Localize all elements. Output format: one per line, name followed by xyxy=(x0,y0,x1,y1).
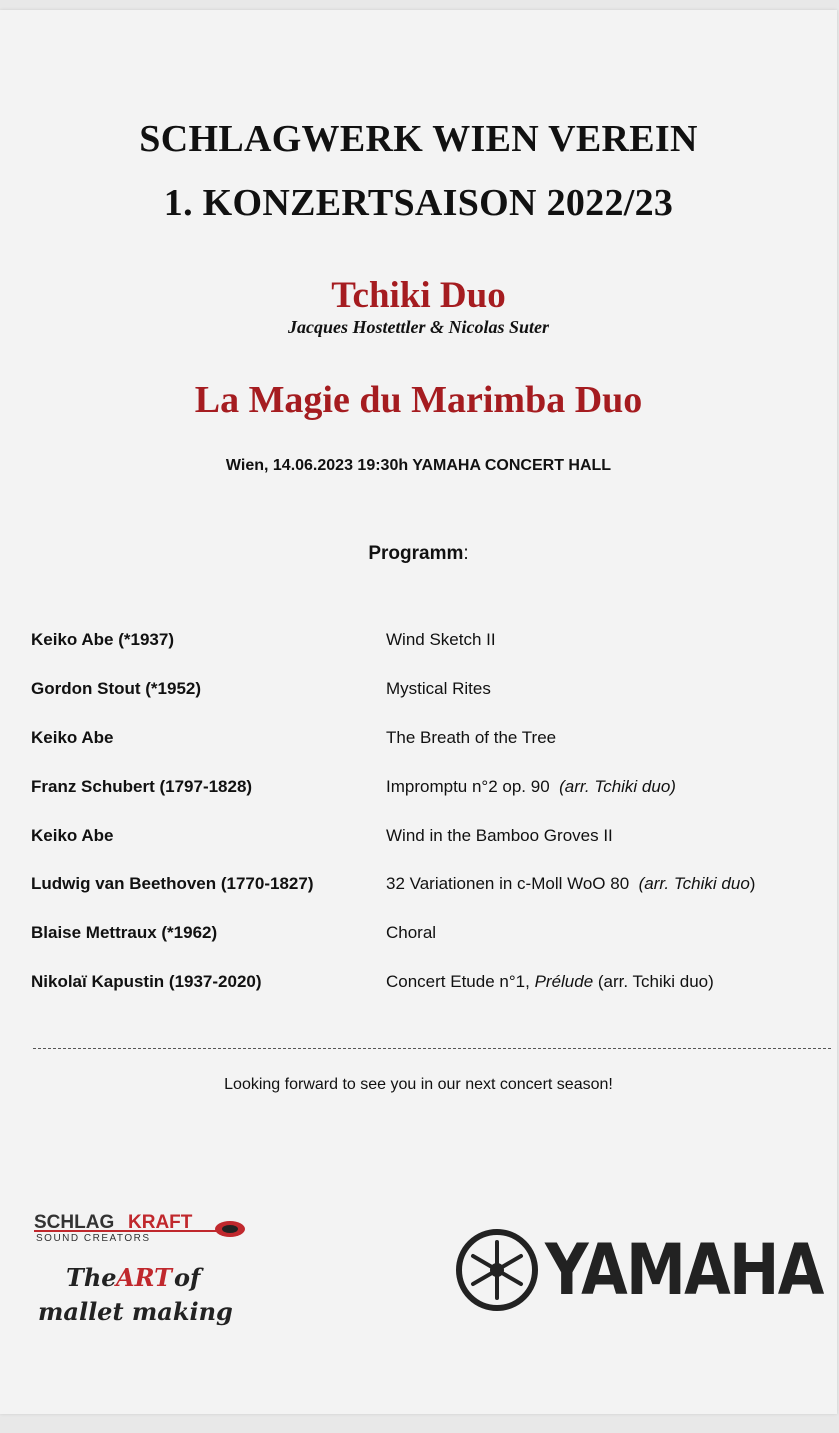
yamaha-wordmark: YAMAHA xyxy=(545,1229,823,1311)
work-title xyxy=(386,972,714,992)
slogan-mallet-making: mallet making xyxy=(38,1297,233,1326)
program-heading-colon: : xyxy=(463,543,469,564)
program-row xyxy=(0,630,837,660)
work-title-text: Wind Sketch II xyxy=(386,630,496,649)
slogan-art: ART xyxy=(116,1263,173,1292)
program-heading-label: Programm xyxy=(368,543,464,564)
program-row xyxy=(0,874,837,904)
program-row xyxy=(0,679,837,709)
work-title-text: Choral xyxy=(386,923,437,942)
work-title-italic: (arr. Tchiki duo xyxy=(638,874,750,893)
composer-name: Blaise Mettraux (*1962) xyxy=(31,923,218,942)
mallet-core-icon xyxy=(222,1225,238,1233)
work-title-suffix: ) xyxy=(749,874,756,893)
divider-line xyxy=(33,1048,831,1049)
work-title-italic: Prélude xyxy=(534,972,594,991)
work-title-suffix: (arr. Tchiki duo) xyxy=(593,972,714,991)
work-title xyxy=(386,679,491,699)
schlagkraft-tagline: SOUND CREATORS xyxy=(36,1233,151,1244)
composer-name: Ludwig van Beethoven (1770-1827) xyxy=(31,874,314,893)
composer-name: Keiko Abe xyxy=(31,826,114,845)
work-title-text: Concert Etude n°1, xyxy=(386,972,535,991)
slogan-the: The xyxy=(66,1263,117,1292)
work-title-text: The Breath of the Tree xyxy=(386,728,557,747)
schlagkraft-logo xyxy=(30,1206,250,1346)
work-title-text: Wind in the Bamboo Groves II xyxy=(386,826,613,845)
farewell-message: Looking forward to see you in our next concert season! xyxy=(224,1076,613,1093)
work-title xyxy=(386,777,676,797)
program-row xyxy=(0,826,837,856)
organizer-title: SCHLAGWERK WIEN VEREIN xyxy=(139,118,698,160)
yamaha-logo xyxy=(455,1228,827,1314)
work-title xyxy=(386,728,556,748)
schlagkraft-brand-a: SCHLAG xyxy=(34,1212,115,1233)
schlagkraft-logo-graphic xyxy=(30,1206,250,1346)
work-title-text: Impromptu n°2 op. 90 xyxy=(386,777,560,796)
concert-title: La Magie du Marimba Duo xyxy=(194,379,643,421)
season-title: 1. KONZERTSAISON 2022/23 xyxy=(163,182,674,224)
program-row xyxy=(0,923,837,953)
composer-name: Franz Schubert (1797-1828) xyxy=(31,777,253,796)
ensemble-name: Tchiki Duo xyxy=(331,275,506,316)
composer-name: Keiko Abe xyxy=(31,728,114,747)
work-title-text: 32 Variationen in c-Moll WoO 80 xyxy=(386,874,639,893)
performers: Jacques Hostettler & Nicolas Suter xyxy=(288,317,549,337)
program-row xyxy=(0,728,837,758)
work-title-italic: (arr. Tchiki duo) xyxy=(559,777,676,796)
program-row xyxy=(0,972,837,1002)
program-sheet xyxy=(0,10,837,1414)
work-title xyxy=(386,923,436,943)
composer-name: Keiko Abe (*1937) xyxy=(31,630,174,649)
work-title xyxy=(386,826,613,846)
slogan-of: of xyxy=(174,1263,201,1292)
program-row xyxy=(0,777,837,807)
venue-date: Wien, 14.06.2023 19:30h YAMAHA CONCERT HALL xyxy=(225,457,612,474)
program-heading xyxy=(0,543,837,565)
composer-name: Gordon Stout (*1952) xyxy=(31,679,202,698)
work-title-text: Mystical Rites xyxy=(386,679,491,698)
work-title xyxy=(386,630,496,650)
schlagkraft-brand-b: KRAFT xyxy=(128,1212,193,1233)
yamaha-tuning-forks-icon xyxy=(455,1228,541,1314)
composer-name: Nikolaï Kapustin (1937-2020) xyxy=(31,972,262,991)
work-title xyxy=(386,874,755,894)
